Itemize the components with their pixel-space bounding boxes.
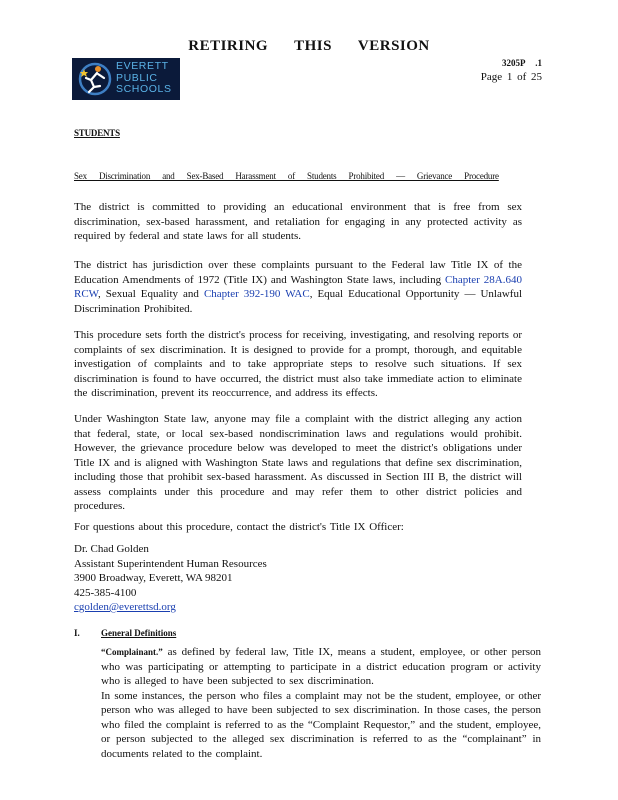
jurisdiction-text-a: The district has jurisdiction over these complaints pursuant to the Federal law Title IX of the Education Amendments of 1972 (Title IX) and Washington State laws, including	[74, 259, 522, 286]
rcw-link[interactable]: Chapter 28A.640 RCW	[74, 273, 522, 300]
procedure-title: Sex Discrimination and Sex-Based Harassment of Students Prohibited — Grievance Procedure	[74, 171, 499, 181]
contact-email-link[interactable]: cgolden@everettsd.org	[74, 601, 176, 613]
jurisdiction-text-c: , Equal Educational Opportunity — Unlawful Discrimination Prohibited.	[74, 288, 523, 315]
jurisdiction-text-b: , Sexual Equality and	[98, 288, 204, 300]
definition-term: “Complainant.”	[101, 647, 163, 657]
logo-wordmark	[116, 61, 172, 96]
definition-text: as defined by federal law, Title IX, means a student, employee, or other person who was participating or attempting to participate in a district education program or activity who is alleged to have been subjected to sex discrimination.	[101, 646, 541, 687]
runner-star-logo-icon	[78, 62, 112, 96]
contact-block	[74, 542, 267, 615]
section-title: General Definitions	[101, 628, 177, 638]
contact-address: 3900 Broadway, Everett, WA 98201	[74, 572, 233, 584]
logo-line-1: EVERETT	[116, 60, 169, 72]
paragraph-jurisdiction	[74, 258, 522, 316]
section-number: I.	[74, 628, 80, 638]
retiring-banner: RETIRING THIS VERSION	[188, 38, 430, 54]
paragraph-state-law: Under Washington State law, anyone may file a complaint with the district alleging any action that federal, state, or local sex-based nondiscrimination laws and regulations would prohibit. However, the grievance procedure below was developed to meet the district's obligations under Title IX and is aligned with Washington State laws and regulations that define sex discrimination, including those that prohibit sex-based harassment. As discussed in Section III B, the district will assess complaints under this procedure and may refer them to other district policies and procedures.	[74, 413, 522, 512]
logo-line-3: SCHOOLS	[116, 83, 172, 95]
paragraph-procedure: This procedure sets forth the district's process for receiving, investigating, and resolving reports or complaints of sex discrimination. It is designed to provide for a prompt, thorough, and equitable investigation of complaints and to take appropriate steps to resolve such situations. If sex discrimination is found to have occurred, the district must also take immediate action to eliminate the discrimination, prevent its reoccurrence, and address its effects.	[74, 329, 522, 399]
contact-phone: 425-385-4100	[74, 586, 137, 599]
contact-title: Assistant Superintendent Human Resources	[74, 557, 267, 570]
definition-text-2: In some instances, the person who files a complaint may not be the student, employee, or other person who was alleged to have been subjected to sex discrimination. In those cases, the person who filed the complaint is referred to as the “Complaint Requestor,” and the student, employee, or person subjected to the alleged sex discrimination is referred to as the “complainant” in documents related to the complaint.	[101, 689, 541, 760]
logo-line-2: PUBLIC	[116, 71, 158, 84]
section-label: STUDENTS	[74, 128, 120, 138]
page-number: Page 1 of 25	[480, 71, 542, 83]
paragraph-questions: For questions about this procedure, contact the district's Title IX Officer:	[74, 521, 404, 533]
paragraph-commitment: The district is committed to providing an educational environment that is free from sex discrimination, sex-based harassment, and retaliation for engaging in any protected activity as required by federal and state laws for all students.	[74, 201, 522, 242]
district-logo	[72, 58, 180, 100]
contact-name: Dr. Chad Golden	[74, 543, 149, 555]
document-number: 3205P .1	[501, 58, 542, 68]
wac-link[interactable]: Chapter 392-190 WAC	[203, 288, 310, 300]
definition-complainant	[101, 645, 541, 761]
